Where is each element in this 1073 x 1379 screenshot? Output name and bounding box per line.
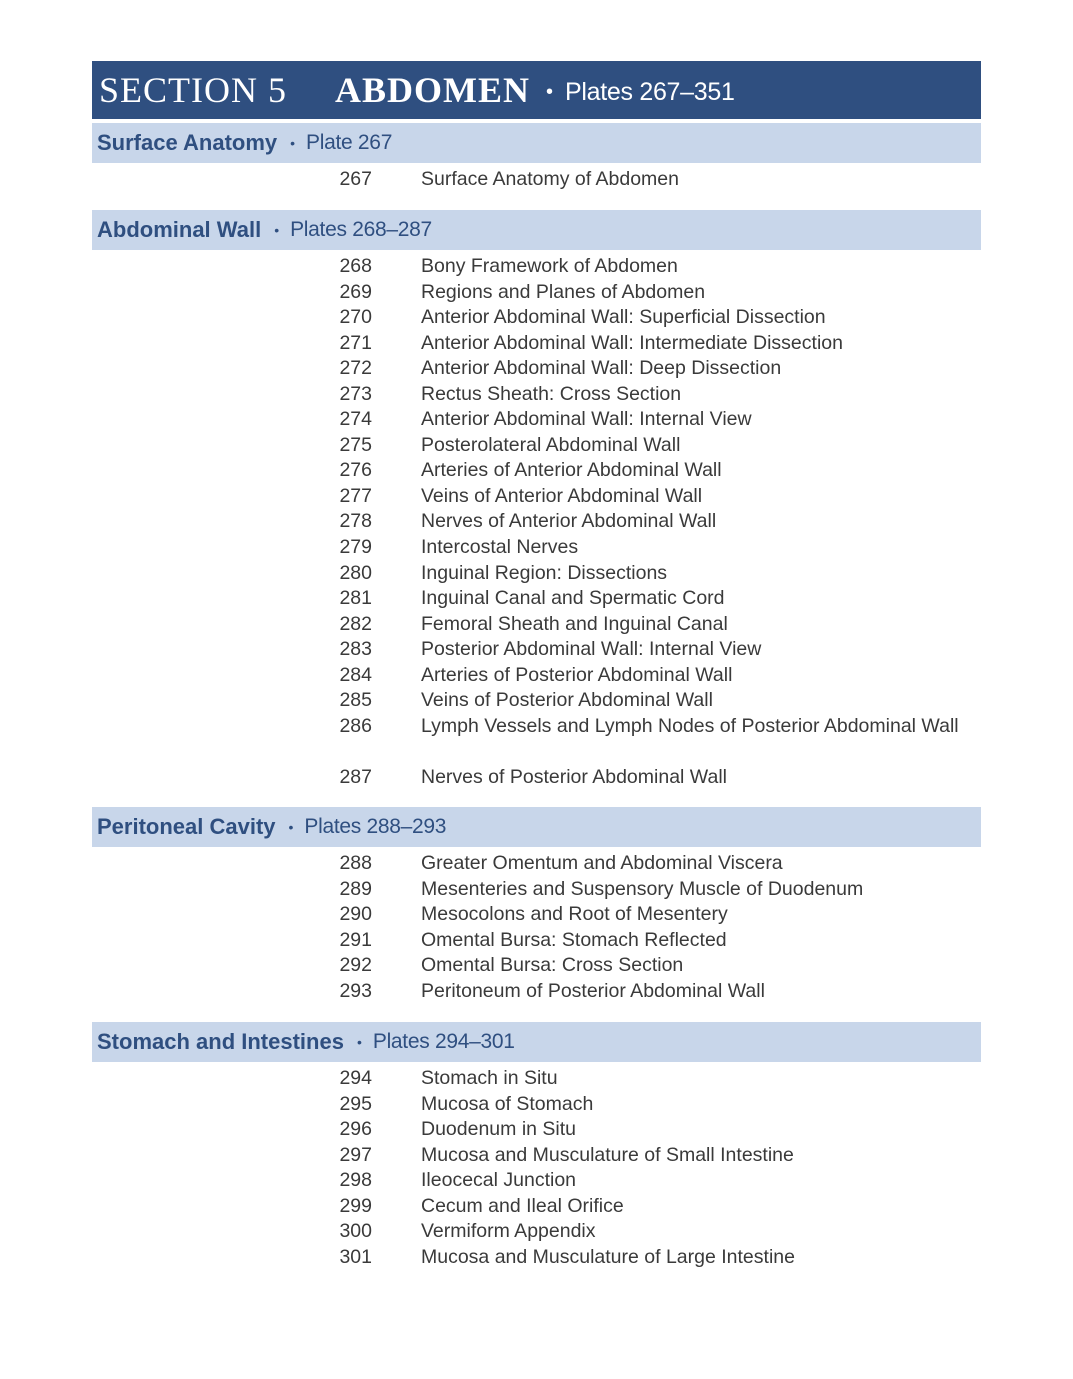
plate-title: Arteries of Anterior Abdominal Wall xyxy=(421,459,722,482)
section-plates: Plates 267–351 xyxy=(565,77,735,106)
entry-list-abdominal-wall xyxy=(0,254,1073,790)
list-item[interactable] xyxy=(0,1219,1073,1245)
list-item[interactable] xyxy=(0,433,1073,459)
list-item[interactable] xyxy=(0,280,1073,306)
list-item[interactable] xyxy=(0,382,1073,408)
list-item[interactable] xyxy=(0,1117,1073,1143)
list-item[interactable] xyxy=(0,953,1073,979)
plate-number: 296 xyxy=(339,1118,372,1141)
list-item[interactable] xyxy=(0,902,1073,928)
plate-title: Veins of Posterior Abdominal Wall xyxy=(421,689,713,712)
plate-number: 292 xyxy=(339,954,372,977)
plate-title: Stomach in Situ xyxy=(421,1067,558,1089)
plate-number: 294 xyxy=(339,1067,372,1089)
plate-title: Surface Anatomy of Abdomen xyxy=(421,168,679,190)
subsection-header-stomach-and-intestines xyxy=(92,1022,981,1062)
plate-title: Mesenteries and Suspensory Muscle of Duodenum xyxy=(421,877,864,900)
plate-title: Arteries of Posterior Abdominal Wall xyxy=(421,663,733,686)
plate-title: Anterior Abdominal Wall: Intermediate Dissection xyxy=(421,331,843,354)
plate-title: Mucosa and Musculature of Small Intestine xyxy=(421,1143,794,1166)
plate-title: Veins of Anterior Abdominal Wall xyxy=(421,484,703,507)
list-item[interactable] xyxy=(0,1245,1073,1271)
plate-number: 286 xyxy=(339,714,372,737)
list-item[interactable] xyxy=(0,356,1073,382)
plate-number: 298 xyxy=(339,1169,372,1192)
plate-number: 291 xyxy=(339,928,372,951)
section-title: ABDOMEN xyxy=(335,70,530,110)
plate-title: Regions and Planes of Abdomen xyxy=(421,280,706,303)
plate-number: 277 xyxy=(339,484,372,507)
plate-number: 279 xyxy=(339,536,372,559)
plate-number: 278 xyxy=(339,510,372,533)
plate-title: Mucosa of Stomach xyxy=(421,1092,594,1115)
plate-title: Peritoneum of Posterior Abdominal Wall xyxy=(421,979,765,1002)
plate-number: 297 xyxy=(339,1143,372,1166)
plate-number: 280 xyxy=(339,561,372,584)
list-item[interactable] xyxy=(0,1143,1073,1169)
plate-number: 299 xyxy=(339,1194,372,1217)
plate-number: 295 xyxy=(339,1092,372,1115)
subsection-separator: • xyxy=(356,1034,362,1050)
plate-number: 282 xyxy=(339,612,372,635)
plate-number: 281 xyxy=(339,587,372,610)
list-item[interactable] xyxy=(0,928,1073,954)
entry-list-peritoneal-cavity xyxy=(0,851,1073,1004)
plate-title: Nerves of Posterior Abdominal Wall xyxy=(421,765,727,788)
plate-number: 276 xyxy=(339,459,372,482)
plate-title: Bony Framework of Abdomen xyxy=(421,255,678,277)
subsection-name: Surface Anatomy xyxy=(97,130,278,155)
list-item[interactable] xyxy=(0,612,1073,638)
list-item[interactable] xyxy=(0,714,1073,765)
list-item[interactable] xyxy=(0,561,1073,587)
section-header xyxy=(92,61,981,119)
list-item[interactable] xyxy=(0,1092,1073,1118)
subsection-separator: • xyxy=(288,819,294,835)
plate-title: Vermiform Appendix xyxy=(421,1220,596,1243)
list-item[interactable] xyxy=(0,663,1073,689)
plate-title: Rectus Sheath: Cross Section xyxy=(421,382,682,405)
plate-title: Posterolateral Abdominal Wall xyxy=(421,433,681,456)
plate-number: 267 xyxy=(339,168,372,190)
plate-title: Femoral Sheath and Inguinal Canal xyxy=(421,612,728,635)
plate-title: Lymph Vessels and Lymph Nodes of Posterior Abdominal Wall xyxy=(421,714,959,737)
subsection-header-abdominal-wall xyxy=(92,210,981,250)
plate-number: 289 xyxy=(339,877,372,900)
subsection-separator: • xyxy=(274,222,280,238)
plate-number: 270 xyxy=(339,306,372,329)
subsection-name: Peritoneal Cavity xyxy=(97,814,276,839)
plate-title: Duodenum in Situ xyxy=(421,1118,577,1141)
list-item[interactable] xyxy=(0,458,1073,484)
plate-number: 290 xyxy=(339,903,372,926)
plate-number: 283 xyxy=(339,638,372,661)
plate-title: Greater Omentum and Abdominal Viscera xyxy=(421,852,783,874)
list-item[interactable] xyxy=(0,407,1073,433)
plate-title: Posterior Abdominal Wall: Internal View xyxy=(421,638,762,661)
list-item[interactable] xyxy=(0,637,1073,663)
list-item[interactable] xyxy=(0,1066,1073,1092)
plate-title: Mucosa and Musculature of Large Intestine xyxy=(421,1245,795,1268)
subsection-header-peritoneal-cavity xyxy=(92,807,981,847)
list-item[interactable] xyxy=(0,851,1073,877)
list-item[interactable] xyxy=(0,1168,1073,1194)
subsection-plates: Plates 294–301 xyxy=(372,1030,515,1053)
section-label: SECTION 5 xyxy=(99,70,287,110)
plate-title: Inguinal Region: Dissections xyxy=(421,561,668,584)
list-item[interactable] xyxy=(0,484,1073,510)
subsection-name: Stomach and Intestines xyxy=(97,1029,344,1054)
list-item[interactable] xyxy=(0,331,1073,357)
list-item[interactable] xyxy=(0,877,1073,903)
plate-number: 293 xyxy=(339,979,372,1002)
plate-title: Anterior Abdominal Wall: Superficial Dissection xyxy=(421,306,826,329)
subsection-plates: Plates 268–287 xyxy=(290,218,432,241)
list-item[interactable] xyxy=(0,509,1073,535)
list-item[interactable] xyxy=(0,305,1073,331)
list-item[interactable] xyxy=(0,1194,1073,1220)
plate-number: 300 xyxy=(339,1220,372,1243)
plate-title: Omental Bursa: Cross Section xyxy=(421,954,684,977)
list-item[interactable] xyxy=(0,688,1073,714)
plate-number: 269 xyxy=(339,280,372,303)
plate-title: Omental Bursa: Stomach Reflected xyxy=(421,928,727,951)
header-separator: • xyxy=(546,80,554,103)
subsection-name: Abdominal Wall xyxy=(97,217,262,242)
plate-title: Inguinal Canal and Spermatic Cord xyxy=(421,587,725,610)
entry-list-stomach-and-intestines xyxy=(0,1066,1073,1270)
plate-number: 285 xyxy=(339,689,372,712)
plate-number: 301 xyxy=(339,1245,372,1268)
plate-title: Nerves of Anterior Abdominal Wall xyxy=(421,510,717,533)
plate-number: 287 xyxy=(339,765,372,788)
list-item[interactable] xyxy=(0,765,1073,791)
plate-number: 271 xyxy=(339,331,372,354)
subsection-header-surface-anatomy xyxy=(92,123,981,163)
plate-number: 284 xyxy=(339,663,372,686)
plate-number: 288 xyxy=(339,852,372,874)
list-item[interactable] xyxy=(0,167,1073,193)
list-item[interactable] xyxy=(0,586,1073,612)
list-item[interactable] xyxy=(0,535,1073,561)
plate-title: Intercostal Nerves xyxy=(421,536,579,559)
plate-title: Ileocecal Junction xyxy=(421,1169,577,1192)
entry-list-surface-anatomy xyxy=(0,167,1073,193)
plate-title: Anterior Abdominal Wall: Internal View xyxy=(421,408,752,431)
subsection-plates: Plate 267 xyxy=(306,131,393,154)
plate-title: Cecum and Ileal Orifice xyxy=(421,1194,624,1217)
plate-title: Mesocolons and Root of Mesentery xyxy=(421,903,728,926)
list-item[interactable] xyxy=(0,254,1073,280)
plate-number: 275 xyxy=(339,433,372,456)
plate-number: 272 xyxy=(339,357,372,380)
subsection-separator: • xyxy=(290,135,296,151)
plate-number: 268 xyxy=(339,255,372,277)
plate-number: 274 xyxy=(339,408,372,431)
list-item[interactable] xyxy=(0,979,1073,1005)
plate-number: 273 xyxy=(339,382,372,405)
plate-title: Anterior Abdominal Wall: Deep Dissection xyxy=(421,357,782,380)
subsection-plates: Plates 288–293 xyxy=(304,815,447,838)
